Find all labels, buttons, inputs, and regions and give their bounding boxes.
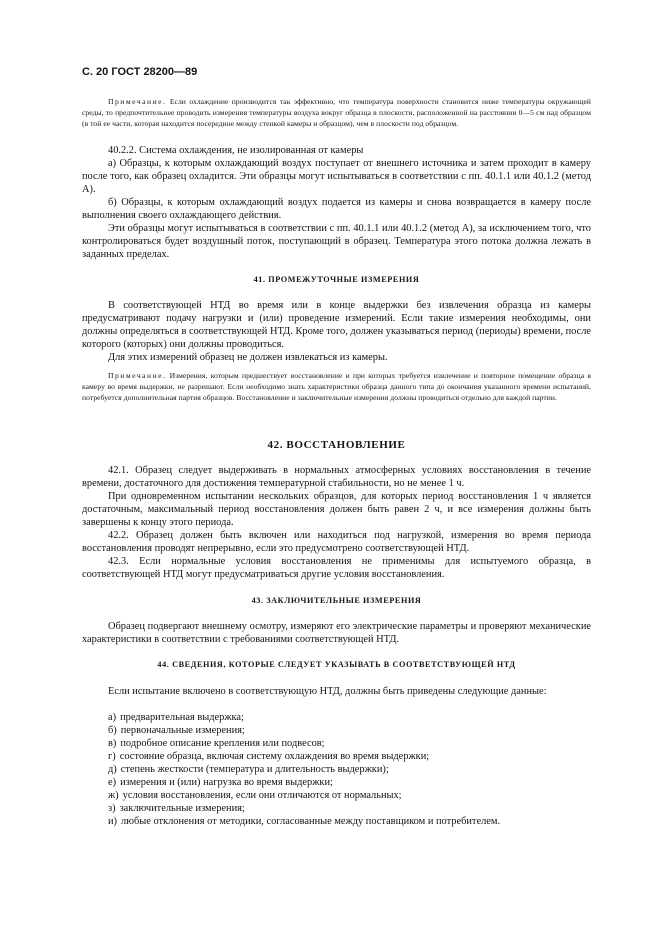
list-item: и) любые отклонения от методики, согласованные между поставщиком и потребителем. — [108, 816, 501, 827]
list-item: в) подробное описание крепления или подвесов; — [108, 738, 325, 749]
section-43-heading: 43. ЗАКЛЮЧИТЕЛЬНЫЕ ИЗМЕРЕНИЯ — [251, 596, 422, 605]
clause-42-2: 42.2. Образец должен быть включен или находиться под нагрузкой, измерения во время периода восстановления проводят непрерывно, если это предусмотрено соответствующей НТД. — [82, 530, 591, 554]
section-44-list — [82, 711, 591, 828]
list-item: а) предварительная выдержка; — [108, 712, 244, 723]
list-item: е) измерения и (или) нагрузка во время выдержки; — [108, 777, 333, 788]
note-text: Если охлаждение производится так эффективно, что температура поверхности становится ниже температуры окружающей среды, то предпочтительнее проводить измерения температуры воздуха вокруг образца в плоскости, расположенной на расстоянии 0—5 см над образцом (в той ее части, которая находится посередине между стенкой камеры и образцом), чем в плоскости под образцом. — [82, 97, 591, 128]
section-41-heading: 41. ПРОМЕЖУТОЧНЫЕ ИЗМЕРЕНИЯ — [253, 275, 420, 284]
note-cooling — [82, 96, 591, 129]
section-41-paragraph-1: В соответствующей НТД во время или в конце выдержки без извлечения образца из камеры предусматривают подачу нагрузки и (или) проведение измерений. Если такие измерения необходимы, они должны определяться в соответствующей НТД. Кроме того, должен указываться период (периоды) времени, после которого (которых) они должны проводиться. — [82, 300, 591, 350]
list-item: б) первоначальные измерения; — [108, 725, 245, 736]
section-42-heading: 42. ВОССТАНОВЛЕНИЕ — [267, 439, 406, 451]
section-41-paragraph-2: Для этих измерений образец не должен извлекаться из камеры. — [108, 352, 388, 363]
note-label: Примечание. — [108, 97, 167, 106]
clause-42-3: 42.3. Если нормальные условия восстановления не применимы для испытуемого образца, в соответствующей НТД могут предусматриваться другие условия восстановления. — [82, 556, 591, 580]
section-41-note — [82, 370, 591, 403]
clause-40-2-2-c: Эти образцы могут испытываться в соответствии с пп. 40.1.1 или 40.1.2 (метод А), за исключением того, что контролироваться будет воздушный поток, поступающий в образец. Температура этого потока должна лежать в заданных пределах. — [82, 223, 591, 260]
clause-42-1: 42.1. Образец следует выдерживать в нормальных атмосферных условиях восстановления в течение времени, достаточного для достижения температурной стабильности, но не менее 1 ч. — [82, 465, 591, 489]
clause-40-2-2-title: 40.2.2. Система охлаждения, не изолированная от камеры — [108, 145, 364, 156]
section-44-heading: 44. СВЕДЕНИЯ, КОТОРЫЕ СЛЕДУЕТ УКАЗЫВАТЬ В СООТВЕТСТВУЮЩЕЙ НТД — [157, 660, 516, 669]
note-text: Измерения, которым предшествует восстановление и при которых требуется извлечение и повторное помещение образца в камеру во время выдержки, не разрешают. Если необходимо знать характеристики образца данного типа до окончания указанного времени испытаний, потребуется дополнительная партия образцов. Восстановление и заключительные измерения должны проводиться отдельно для каждой партии. — [82, 371, 591, 402]
section-43-paragraph: Образец подвергают внешнему осмотру, измеряют его электрические параметры и проверяют механические характеристики в соответствии с требованиями соответствующей НТД. — [82, 621, 591, 645]
clause-42-1-paragraph-2: При одновременном испытании нескольких образцов, для которых период восстановления 1 ч является достаточным, максимальный период восстановления должен быть равен 2 ч, и все измерения должны быть завершены к концу этого периода. — [82, 491, 591, 528]
section-44-intro: Если испытание включено в соответствующую НТД, должны быть приведены следующие данные: — [108, 686, 547, 697]
list-item: г) состояние образца, включая систему охлаждения во время выдержки; — [108, 751, 430, 762]
list-item: д) степень жесткости (температура и длительность выдержки); — [108, 764, 389, 775]
list-item: з) заключительные измерения; — [108, 803, 245, 814]
running-header: С. 20 ГОСТ 28200—89 — [82, 66, 198, 78]
list-item: ж) условия восстановления, если они отличаются от нормальных; — [108, 790, 402, 801]
clause-40-2-2-a: а) Образцы, к которым охлаждающий воздух поступает от внешнего источника и затем проходит в камеру после того, как образец охладится. Эти образцы могут испытываться в соответствии с пп. 40.1.1 или 40.1.2 (метод А). — [82, 158, 591, 195]
clause-40-2-2-b: б) Образцы, к которым охлаждающий воздух подается из камеры и снова возвращается в камеру после выполнения своего охлаждающего действия. — [82, 197, 591, 221]
note-label: Примечание. — [108, 371, 167, 380]
